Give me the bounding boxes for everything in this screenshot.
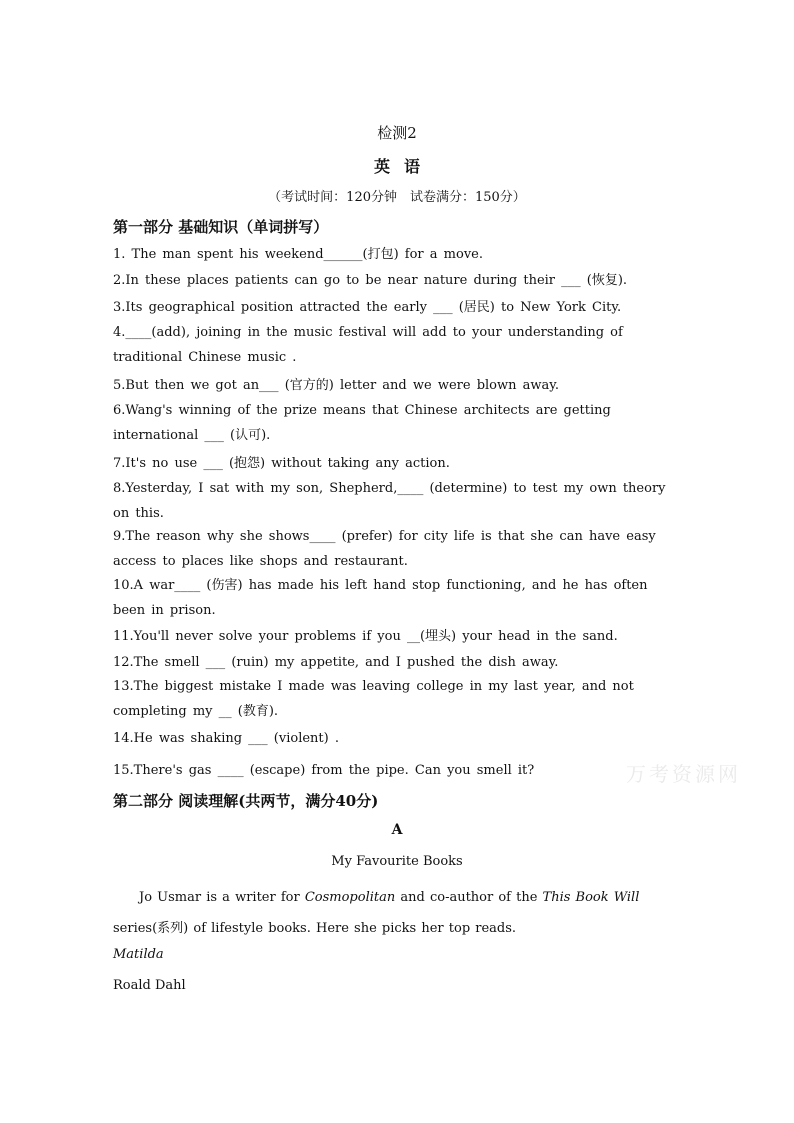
question-3: 3.Its geographical position attracted the early ___ (居民) to New York City. bbox=[113, 300, 622, 315]
question-7: 7.It's no use ___ (抱怨) without taking any action. bbox=[113, 456, 450, 471]
question-4: 4.____(add), joining in the music festival will add to your understanding of traditional Chinese music . bbox=[113, 325, 623, 365]
question-2: 2.In these places patients can go to be near nature during their ___ (恢复). bbox=[113, 273, 628, 288]
part2-heading: 第二部分 阅读理解(共两节，满分40分) bbox=[113, 792, 379, 810]
subject-title: 英语 bbox=[373, 157, 434, 176]
page-title: 检测2 bbox=[377, 124, 417, 142]
passage-title: My Favourite Books bbox=[331, 854, 463, 869]
question-14: 14.He was shaking ___ (violent) . bbox=[113, 731, 339, 746]
intro-text-3: series(系列) of lifestyle books. Here she picks her top reads. bbox=[113, 921, 517, 936]
question-13: 13.The biggest mistake I made was leaving college in my last year, and not completing my __ (教育). bbox=[113, 679, 634, 719]
question-12: 12.The smell ___ (ruin) my appetite, and I pushed the dish away. bbox=[113, 655, 559, 670]
question-6: 6.Wang's winning of the prize means that Chinese architects are getting international ___ (认可). bbox=[113, 403, 611, 443]
passage-label: A bbox=[391, 822, 403, 838]
intro-text-1: Jo Usmar is a writer for bbox=[139, 890, 305, 905]
book-author: Roald Dahl bbox=[113, 978, 186, 993]
intro-text-2: and co-author of the bbox=[395, 890, 543, 905]
question-11: 11.You'll never solve your problems if you __(埋头) your head in the sand. bbox=[113, 629, 618, 644]
magazine-name: Cosmopolitan bbox=[304, 890, 396, 905]
question-15: 15.There's gas ____ (escape) from the pipe. Can you smell it? bbox=[113, 763, 535, 778]
question-5: 5.But then we got an___ (官方的) letter and we were blown away. bbox=[113, 378, 560, 393]
question-1: 1. The man spent his weekend______(打包) for a move. bbox=[113, 247, 483, 262]
question-8: 8.Yesterday, I sat with my son, Shepherd,____ (determine) to test my own theory on this. bbox=[113, 481, 666, 521]
watermark: 万考资源网 bbox=[626, 762, 741, 786]
book-title: Matilda bbox=[113, 947, 164, 962]
question-9: 9.The reason why she shows____ (prefer) for city life is that she can have easy access to places like shops and restaurant. bbox=[113, 529, 656, 569]
question-10: 10.A war____ (伤害) has made his left hand stop functioning, and he has often been in prison. bbox=[113, 578, 648, 618]
series-name: This Book Will bbox=[542, 890, 640, 905]
part1-heading: 第一部分 基础知识（单词拼写） bbox=[113, 218, 329, 236]
passage-intro bbox=[113, 882, 683, 944]
exam-info: （考试时间：120分钟 试卷满分：150分） bbox=[268, 190, 526, 205]
